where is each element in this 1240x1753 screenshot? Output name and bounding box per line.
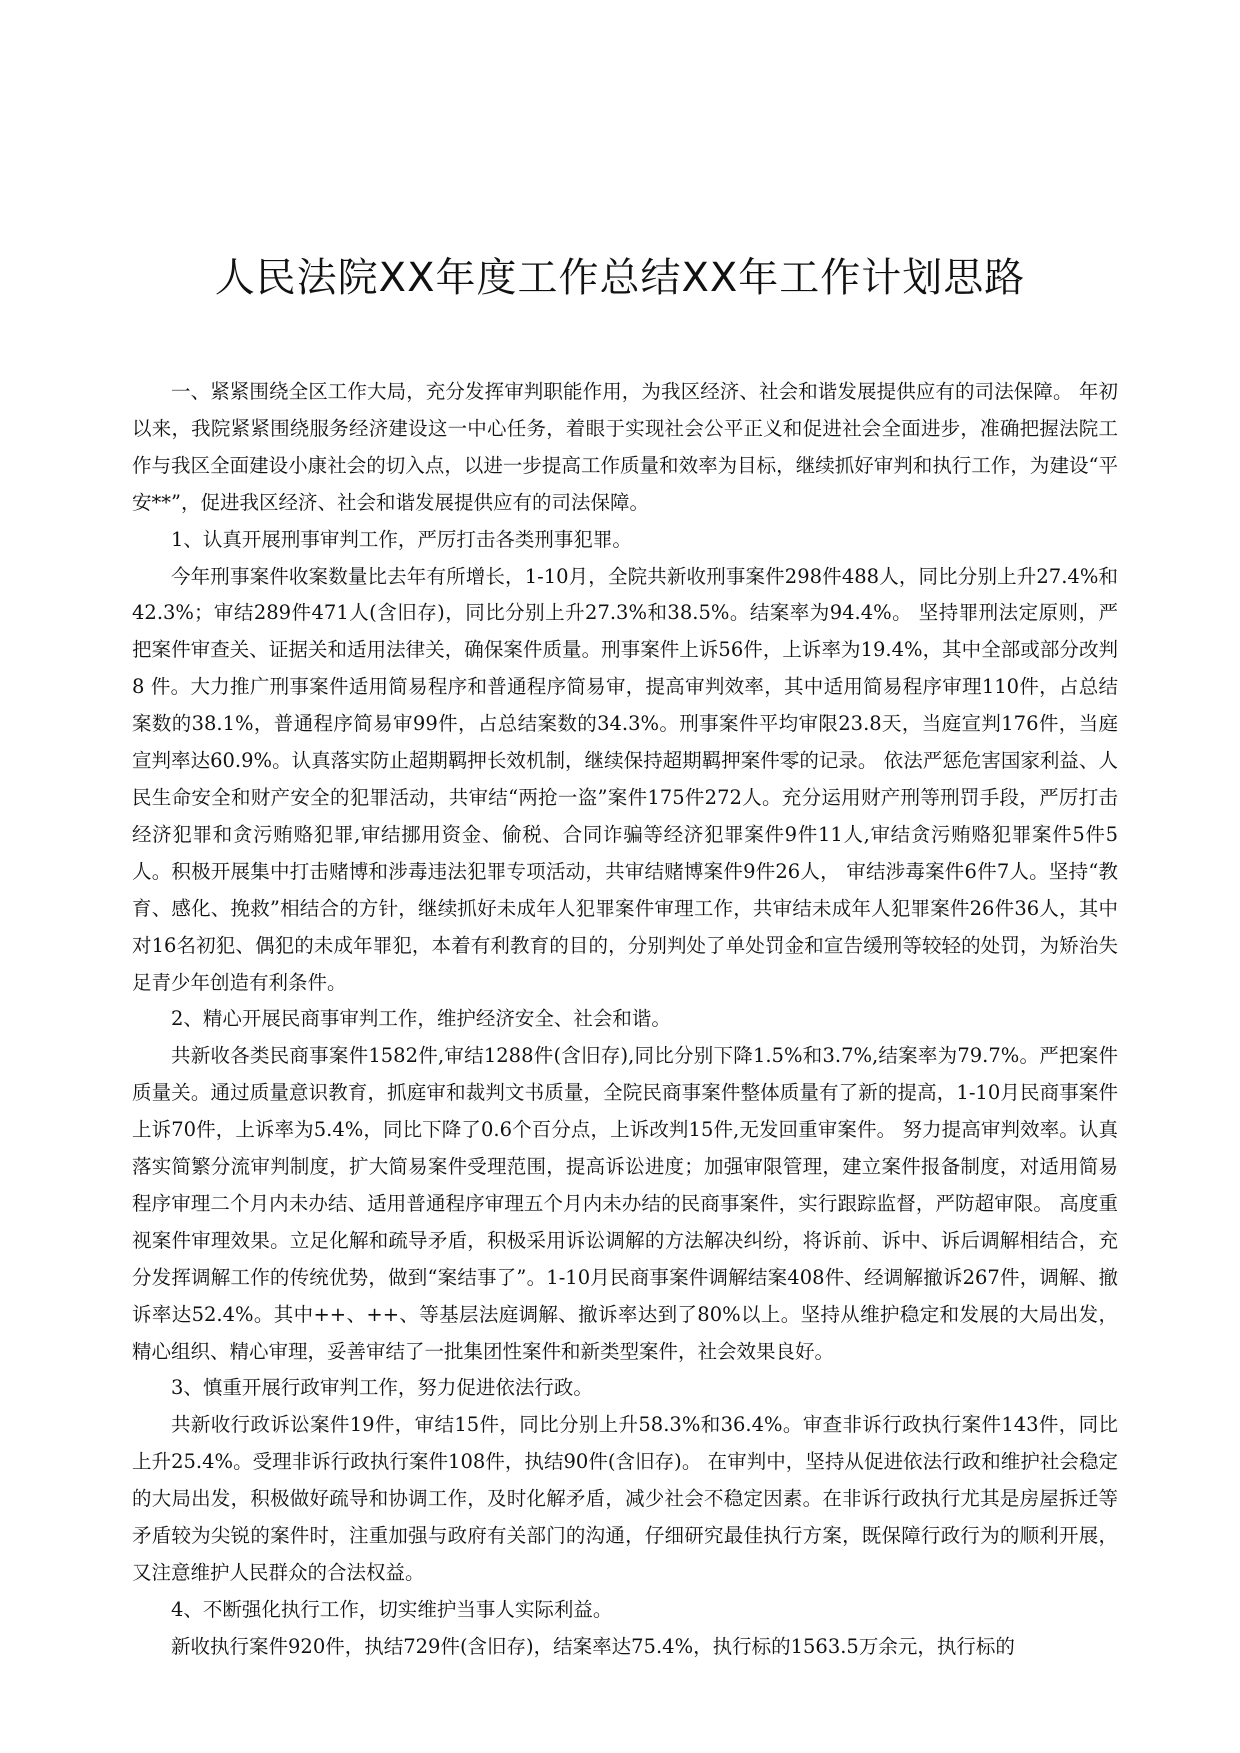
paragraph-civil-trials: 共新收各类民商事案件1582件,审结1288件(含旧存),同比分别下降1.5%和3.7%,结案率为79.7%。严把案件质量关。通过质量意识教育，抓庭审和裁判文书质量，全院民商事案件整体质量有了新的提高，1-10月民商事案件上诉70件，上诉率为5.4%，同比下降了0.6个百分点，上诉改判15件,无发回重审案件。 努力提高审判效率。认真落实简繁分流审判制度，扩大简易案件受理范围，提高诉讼进度；加强审限管理，建立案件报备制度，对适用简易程序审理二个月内未办结、适用普通程序审理五个月内未办结的民商事案件，实行跟踪监督，严防超审限。 高度重视案件审理效果。立足化解和疏导矛盾，积极采用诉讼调解的方法解决纠纷，将诉前、诉中、诉后调解相结合，充分发挥调解工作的传统优势，做到“案结事了”。1-10月民商事案件调解结案408件、经调解撤诉267件，调解、撤诉率达52.4%。其中++、++、等基层法庭调解、撤诉率达到了80%以上。坚持从维护稳定和发展的大局出发，精心组织、精心审理，妥善审结了一批集团性案件和新类型案件，社会效果良好。 xyxy=(132,1044,1118,1363)
document-body xyxy=(132,374,1118,1666)
paragraph-criminal-trials: 今年刑事案件收案数量比去年有所增长，1-10月，全院共新收刑事案件298件488人，同比分别上升27.4%和42.3%；审结289件471人(含旧存)，同比分别上升27.3%和38.5%。结案率为94.4%。 坚持罪刑法定原则，严把案件审查关、证据关和适用法律关，确保案件质量。刑事案件上诉56件，上诉率为19.4%，其中全部或部分改判 8 件。大力推广刑事案件适用简易程序和普通程序简易审，提高审判效率，其中适用简易程序审理110件，占总结案数的38.1%，普通程序简易审99件，占总结案数的34.3%。刑事案件平均审限23.8天，当庭宣判176件，当庭宣判率达60.9%。认真落实防止超期羁押长效机制，继续保持超期羁押案件零的记录。 依法严惩危害国家利益、人民生命安全和财产安全的犯罪活动，共审结“两抢一盗”案件175件272人。充分运用财产刑等刑罚手段，严厉打击经济犯罪和贪污贿赂犯罪,审结挪用资金、偷税、合同诈骗等经济犯罪案件9件11人,审结贪污贿赂犯罪案件5件5人。积极开展集中打击赌博和涉毒违法犯罪专项活动，共审结赌博案件9件26人， 审结涉毒案件6件7人。坚持“教育、感化、挽救”相结合的方针，继续抓好未成年人犯罪案件审理工作，共审结未成年人犯罪案件26件36人，其中对16名初犯、偶犯的未成年罪犯，本着有利教育的目的，分别判处了单处罚金和宣告缓刑等较轻的处罚，为矫治失足青少年创造有利条件。 xyxy=(132,564,1118,994)
paragraph-intro: 一、紧紧围绕全区工作大局，充分发挥审判职能作用，为我区经济、社会和谐发展提供应有的司法保障。 年初以来，我院紧紧围绕服务经济建设这一中心任务，着眼于实现社会公平正义和促进社会全面进步，准确把握法院工作与我区全面建设小康社会的切入点，以进一步提高工作质量和效率为目标，继续抓好审判和执行工作，为建设“平安**”，促进我区经济、社会和谐发展提供应有的司法保障。 xyxy=(132,380,1118,514)
section-heading-criminal: 1、认真开展刑事审判工作，严厉打击各类刑事犯罪。 xyxy=(171,527,632,551)
section-heading-administrative: 3、慎重开展行政审判工作，努力促进依法行政。 xyxy=(171,1376,593,1400)
document-title: 人民法院XX年度工作总结XX年工作计划思路 xyxy=(214,255,1026,301)
paragraph-enforcement: 新收执行案件920件，执结729件(含旧存)，结案率达75.4%，执行标的1563.5万余元，执行标的 xyxy=(171,1634,1015,1658)
section-heading-civil: 2、精心开展民商事审判工作，维护经济安全、社会和谐。 xyxy=(171,1007,671,1031)
section-heading-enforcement: 4、不断强化执行工作，切实维护当事人实际利益。 xyxy=(171,1597,613,1621)
paragraph-administrative-trials: 共新收行政诉讼案件19件，审结15件，同比分别上升58.3%和36.4%。审查非诉行政执行案件143件，同比上升25.4%。受理非诉行政执行案件108件，执结90件(含旧存)。 在审判中，坚持从促进依法行政和维护社会稳定的大局出发，积极做好疏导和协调工作，及时化解矛盾，减少社会不稳定因素。在非诉行政执行尤其是房屋拆迁等矛盾较为尖锐的案件时，注重加强与政府有关部门的沟通，仔细研究最佳执行方案，既保障行政行为的顺利开展，又注意维护人民群众的合法权益。 xyxy=(132,1413,1118,1584)
